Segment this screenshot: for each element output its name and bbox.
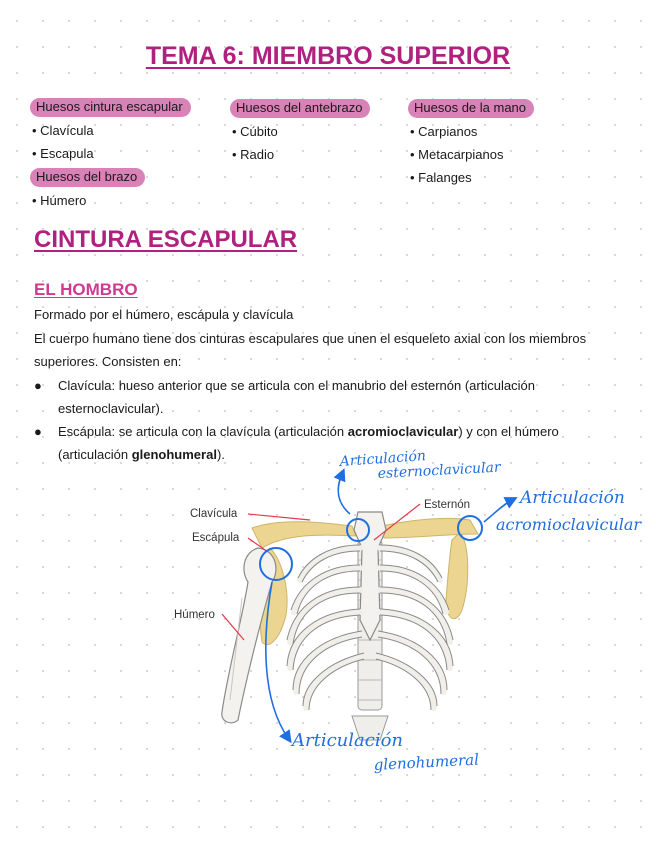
list-item: • Falanges (408, 166, 534, 189)
list-item: • Escapula (30, 142, 191, 165)
group-label: Huesos cintura escapular (30, 98, 191, 117)
bullet-text-pre: Escápula: se articula con la clavícula (articulación (58, 424, 348, 439)
page-title: TEMA 6: MIEMBRO SUPERIOR (145, 42, 511, 70)
section-title: CINTURA ESCAPULAR (34, 226, 298, 253)
acromioclavicular-annotation-line1: Articulación (520, 488, 625, 508)
intro-text: Formado por el húmero, escápula y clavícula (34, 307, 294, 322)
scapula-label: Escápula (192, 532, 240, 544)
subsection-title: EL HOMBRO (34, 280, 138, 299)
sternoclavicular-annotation-line1: Articulación (339, 448, 427, 470)
bullet-text-post: ). (216, 447, 225, 462)
list-item: • Húmero (30, 189, 145, 212)
list-item: • Metacarpianos (408, 143, 534, 166)
intro-paragraph: El cuerpo humano tiene dos cinturas escapulares que unen el esqueleto axial con los miembros superiores. Consisten en: (34, 331, 587, 369)
acromioclavicular-annotation-line2: acromioclavicular (496, 515, 642, 534)
sternoclavicular-annotation-line2: esternoclavicular (377, 459, 501, 482)
bullet-text-mid: ) y con el húmero (articulación (58, 424, 559, 462)
list-item: • Cúbito (230, 120, 370, 143)
bold-term: glenohumeral (131, 447, 217, 462)
list-item: • Clavícula (30, 119, 191, 142)
bullet-icon: ● (34, 424, 42, 439)
sternum-label: Esternón (424, 499, 471, 511)
group-label: Huesos de la mano (408, 99, 534, 118)
list-item: • Carpianos (408, 120, 534, 143)
bullet-icon: ● (34, 378, 42, 393)
bold-term: acromioclavicular (347, 424, 459, 439)
group-label: Huesos del antebrazo (230, 99, 370, 118)
glenohumeral-annotation-line1: Articulación (292, 730, 404, 751)
list-item: • Radio (230, 143, 370, 166)
bullet-text: Clavícula: hueso anterior que se articula con el manubrio del esternón (articulación esternoclavicular). (58, 378, 535, 416)
sternoclavicular-arrow (338, 474, 350, 514)
humerus-label: Húmero (174, 609, 215, 621)
clavicle-label: Clavícula (190, 508, 238, 520)
group-label: Huesos del brazo (30, 168, 145, 187)
glenohumeral-annotation-line2: glenohumeral (373, 750, 480, 774)
